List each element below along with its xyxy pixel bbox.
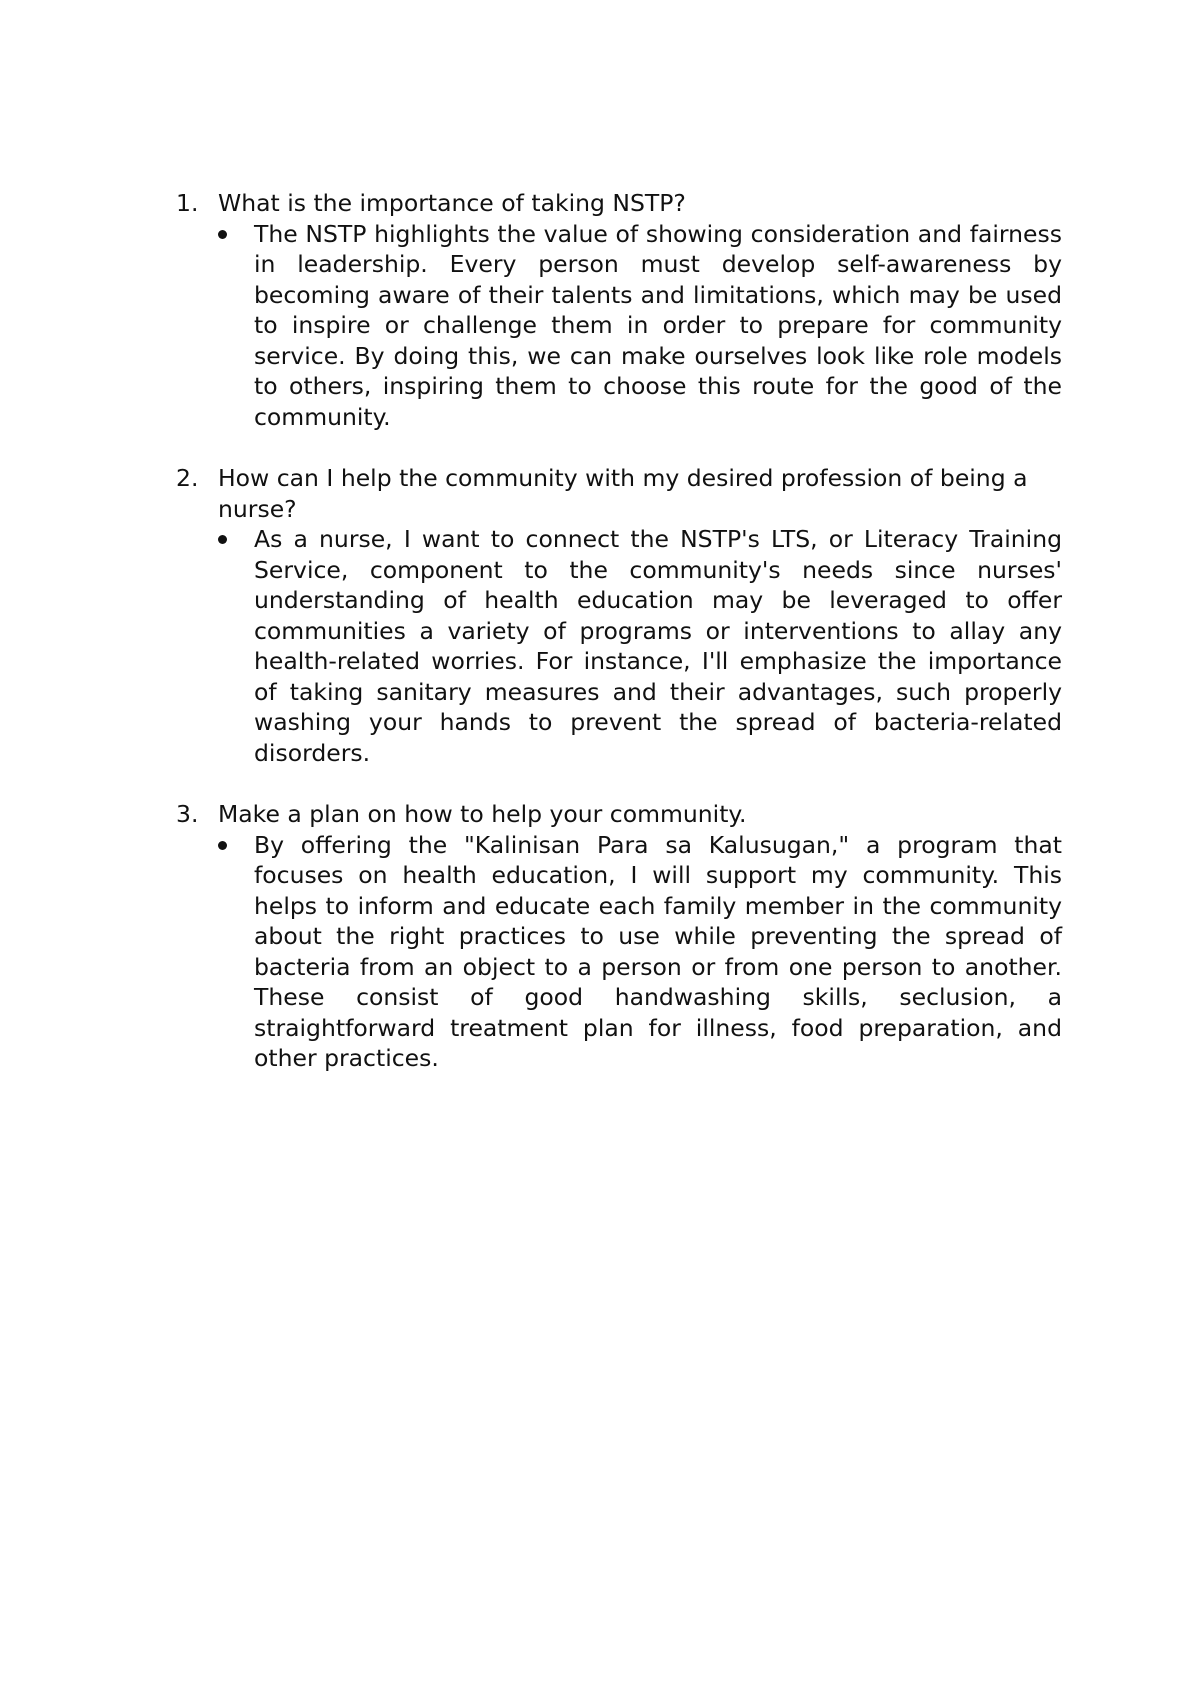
bullet-icon bbox=[218, 535, 227, 544]
answer-text: By offering the "Kalinisan Para sa Kalusugan," a program that focuses on health education, I will support my community. This helps to inform and educate each family member in the community about the right practices to use while preventing the spread of bacteria from an object to a person or from one person to another. These consist of good handwashing skills, seclusion, a straightforward treatment plan for illness, food preparation, and other practices. bbox=[254, 830, 1062, 1072]
item-number: 3. bbox=[176, 800, 199, 828]
item-number: 2. bbox=[176, 464, 199, 492]
list-item bbox=[176, 463, 1062, 768]
question-text: How can I help the community with my desired profession of being a nurse? bbox=[218, 464, 1028, 523]
answer-bullet bbox=[218, 219, 1062, 433]
question-list bbox=[176, 188, 1062, 1105]
question-text: Make a plan on how to help your community. bbox=[218, 800, 747, 828]
question-text: What is the importance of taking NSTP? bbox=[218, 189, 686, 217]
bullet-icon bbox=[218, 841, 227, 850]
answer-text: The NSTP highlights the value of showing consideration and fairness in leadership. Every person must develop self-awareness by becoming aware of their talents and limitations, which may be used to inspire or challenge them in order to prepare for community service. By doing this, we can make ourselves look like role models to others, inspiring them to choose this route for the good of the community. bbox=[254, 219, 1062, 431]
bullet-icon bbox=[218, 230, 227, 239]
answer-bullet bbox=[218, 830, 1062, 1074]
list-item bbox=[176, 188, 1062, 432]
answer-text: As a nurse, I want to connect the NSTP's LTS, or Literacy Training Service, component to the community's needs since nurses' understanding of health education may be leveraged to offer communities a variety of programs or interventions to allay any health-related worries. For instance, I'll emphasize the importance of taking sanitary measures and their advantages, such properly washing your hands to prevent the spread of bacteria-related disorders. bbox=[254, 525, 1062, 767]
list-item bbox=[176, 799, 1062, 1074]
item-number: 1. bbox=[176, 189, 199, 217]
answer-bullet bbox=[218, 524, 1062, 768]
